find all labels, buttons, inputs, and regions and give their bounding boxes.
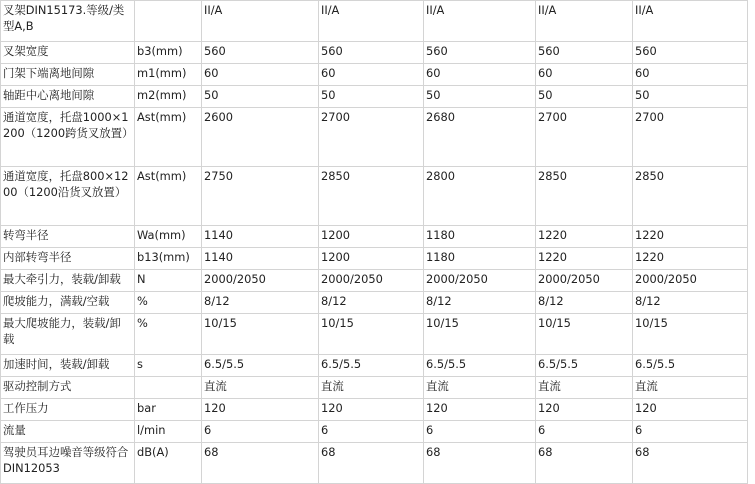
row-value: 6 (319, 421, 424, 443)
row-label: 通道宽度，托盘800×1200（1200沿货叉放置） (1, 167, 135, 226)
row-value: 2800 (424, 167, 536, 226)
table-row (1, 421, 748, 443)
table-row (1, 270, 748, 292)
row-unit: % (135, 314, 202, 355)
row-unit: N (135, 270, 202, 292)
row-value: 560 (319, 42, 424, 64)
table-row (1, 314, 748, 355)
row-value: 2680 (424, 108, 536, 167)
row-label: 流量 (1, 421, 135, 443)
row-unit: b3(mm) (135, 42, 202, 64)
row-value: 2700 (536, 108, 633, 167)
row-value: 10/15 (424, 314, 536, 355)
row-value: 560 (633, 42, 748, 64)
row-value: 560 (202, 42, 319, 64)
row-value: 6 (424, 421, 536, 443)
row-unit (135, 1, 202, 42)
row-value: 6.5/5.5 (202, 355, 319, 377)
row-value: 2850 (633, 167, 748, 226)
row-unit: l/min (135, 421, 202, 443)
row-unit: Ast(mm) (135, 108, 202, 167)
row-value: 1220 (633, 226, 748, 248)
row-value: 60 (633, 64, 748, 86)
row-unit: Wa(mm) (135, 226, 202, 248)
row-unit: s (135, 355, 202, 377)
row-value: 10/15 (633, 314, 748, 355)
row-unit: m1(mm) (135, 64, 202, 86)
row-unit: % (135, 292, 202, 314)
row-value: 直流 (319, 377, 424, 399)
row-value: 50 (202, 86, 319, 108)
row-value: 2850 (536, 167, 633, 226)
row-value: 2000/2050 (424, 270, 536, 292)
table-row (1, 1, 748, 42)
row-value: 560 (536, 42, 633, 64)
row-label: 加速时间，装载/卸载 (1, 355, 135, 377)
row-value: 10/15 (536, 314, 633, 355)
table-row (1, 108, 748, 167)
table-row (1, 86, 748, 108)
row-label: 叉架宽度 (1, 42, 135, 64)
row-value: 68 (536, 443, 633, 484)
row-value: 120 (319, 399, 424, 421)
row-label: 叉架DIN15173.等级/类型A,B (1, 1, 135, 42)
table-row (1, 42, 748, 64)
row-value: 直流 (202, 377, 319, 399)
row-value: 1220 (536, 248, 633, 270)
row-value: 1140 (202, 248, 319, 270)
row-value: 1180 (424, 226, 536, 248)
row-value: 1220 (536, 226, 633, 248)
row-unit: dB(A) (135, 443, 202, 484)
row-value: 68 (202, 443, 319, 484)
table-row (1, 377, 748, 399)
row-label: 通道宽度，托盘1000×1200（1200跨货叉放置） (1, 108, 135, 167)
row-value: II/A (536, 1, 633, 42)
row-value: 60 (536, 64, 633, 86)
row-label: 驾驶员耳边噪音等级符合DIN12053 (1, 443, 135, 484)
row-value: 直流 (536, 377, 633, 399)
row-value: 6 (536, 421, 633, 443)
row-label: 轴距中心离地间隙 (1, 86, 135, 108)
row-value: 1220 (633, 248, 748, 270)
row-unit: b13(mm) (135, 248, 202, 270)
row-value: 120 (202, 399, 319, 421)
row-value: II/A (202, 1, 319, 42)
row-label: 门架下端离地间隙 (1, 64, 135, 86)
row-value: 2000/2050 (633, 270, 748, 292)
row-value: 50 (633, 86, 748, 108)
row-value: 6.5/5.5 (424, 355, 536, 377)
row-value: 68 (424, 443, 536, 484)
row-label: 最大牵引力，装载/卸载 (1, 270, 135, 292)
row-value: 120 (633, 399, 748, 421)
row-value: 2750 (202, 167, 319, 226)
row-value: 2000/2050 (202, 270, 319, 292)
row-label: 爬坡能力，满载/空载 (1, 292, 135, 314)
row-unit: bar (135, 399, 202, 421)
row-value: 直流 (424, 377, 536, 399)
row-value: 2850 (319, 167, 424, 226)
row-unit: Ast(mm) (135, 167, 202, 226)
row-value: 6 (202, 421, 319, 443)
row-unit (135, 377, 202, 399)
row-value: II/A (424, 1, 536, 42)
row-value: II/A (319, 1, 424, 42)
row-value: 2600 (202, 108, 319, 167)
row-value: 8/12 (536, 292, 633, 314)
row-label: 驱动控制方式 (1, 377, 135, 399)
row-label: 转弯半径 (1, 226, 135, 248)
row-value: 6.5/5.5 (633, 355, 748, 377)
row-value: 直流 (633, 377, 748, 399)
row-value: 10/15 (319, 314, 424, 355)
table-row (1, 226, 748, 248)
table-row (1, 355, 748, 377)
table-row (1, 167, 748, 226)
row-value: 120 (424, 399, 536, 421)
row-value: 60 (319, 64, 424, 86)
row-value: 1200 (319, 226, 424, 248)
row-label: 工作压力 (1, 399, 135, 421)
row-value: 50 (536, 86, 633, 108)
row-value: 2000/2050 (536, 270, 633, 292)
row-value: II/A (633, 1, 748, 42)
row-value: 6 (633, 421, 748, 443)
row-value: 50 (424, 86, 536, 108)
row-value: 60 (202, 64, 319, 86)
table-row (1, 443, 748, 484)
row-value: 50 (319, 86, 424, 108)
row-value: 8/12 (424, 292, 536, 314)
row-value: 2700 (633, 108, 748, 167)
row-value: 2000/2050 (319, 270, 424, 292)
row-value: 68 (633, 443, 748, 484)
row-value: 60 (424, 64, 536, 86)
row-value: 10/15 (202, 314, 319, 355)
row-value: 8/12 (633, 292, 748, 314)
row-value: 1200 (319, 248, 424, 270)
row-value: 8/12 (202, 292, 319, 314)
table-row (1, 64, 748, 86)
row-value: 2700 (319, 108, 424, 167)
row-value: 6.5/5.5 (536, 355, 633, 377)
table-row (1, 292, 748, 314)
row-value: 560 (424, 42, 536, 64)
row-value: 68 (319, 443, 424, 484)
row-label: 最大爬坡能力，装载/卸载 (1, 314, 135, 355)
row-value: 120 (536, 399, 633, 421)
table-row (1, 399, 748, 421)
table-row (1, 248, 748, 270)
row-value: 6.5/5.5 (319, 355, 424, 377)
row-label: 内部转弯半径 (1, 248, 135, 270)
row-value: 1180 (424, 248, 536, 270)
row-value: 1140 (202, 226, 319, 248)
row-value: 8/12 (319, 292, 424, 314)
row-unit: m2(mm) (135, 86, 202, 108)
